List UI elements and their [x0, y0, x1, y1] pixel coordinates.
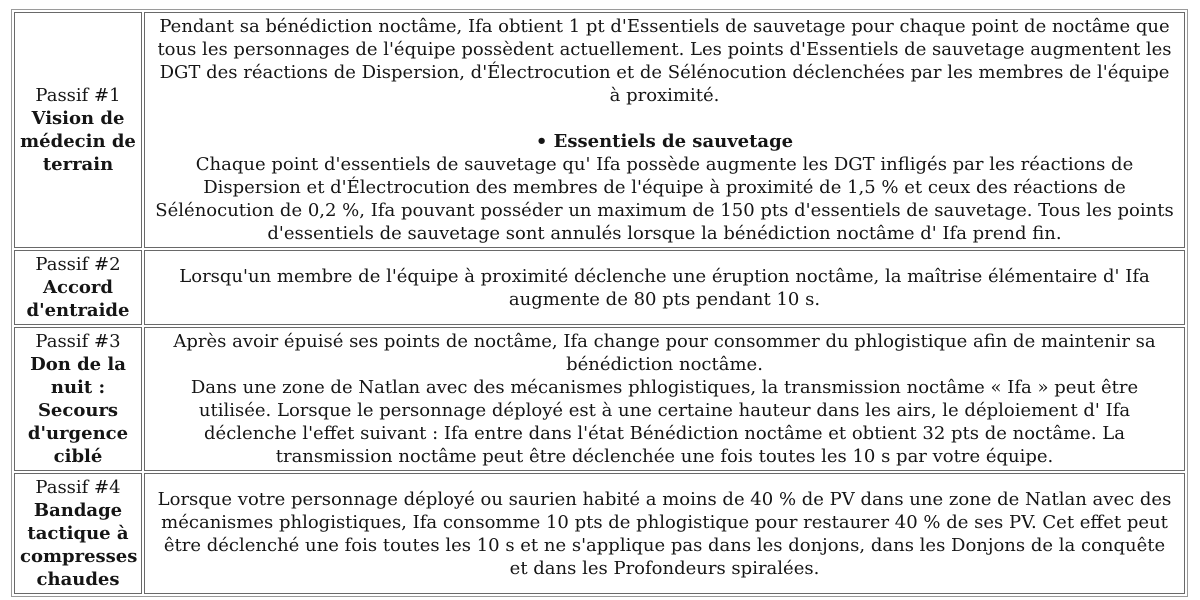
passive-1-label-cell: [14, 12, 142, 248]
passive-1-bullet-heading: • Essentiels de sauvetage: [535, 131, 794, 152]
passive-1-paragraph-2: Chaque point d'essentiels de sauvetage qu' Ifa possède augmente les DGT infligés par les réactions de Dispersion et d'Électrocution des membres de l'équipe à proximité de 1,5 % et ceux des réactions de Sélénocution de 0,2 %, Ifa pouvant posséder un maximum de 150 pts d'essentiels de sauvetage. Tous les points d'essentiels de sauvetage sont annulés lorsque la bénédiction noctâme d' Ifa prend fin.: [155, 154, 1174, 244]
passive-3-name: Don de la nuit : Secours d'urgence ciblé: [27, 354, 129, 467]
passive-1-number: Passif #1: [35, 85, 121, 106]
passive-3-paragraph-2: Dans une zone de Natlan avec des mécanismes phlogistiques, la transmission noctâme « Ifa » peut être utilisée. Lorsque le personnage déployé est à une certaine hauteur dans les airs, le déploiement d' Ifa déclenche l'effet suivant : Ifa entre dans l'état Bénédiction noctâme et obtient 32 pts de noctâme. La transmission noctâme peut être déclenchée une fois toutes les 10 s par votre équipe.: [190, 377, 1139, 467]
passive-4-number: Passif #4: [35, 477, 121, 498]
passive-2-label-cell: [14, 250, 142, 325]
table-row-passive-3: [14, 327, 1185, 471]
passive-2-name: Accord d'entraide: [26, 277, 130, 321]
page: [0, 9, 1200, 600]
passives-table: [11, 9, 1188, 597]
passive-2-description-cell: [144, 250, 1185, 325]
table-row-passive-2: [14, 250, 1185, 325]
passive-4-description-cell: [144, 473, 1185, 594]
passive-2-paragraph-1: Lorsqu'un membre de l'équipe à proximité déclenche une éruption noctâme, la maîtrise élémentaire d' Ifa augmente de 80 pts pendant 10 s.: [179, 265, 1150, 310]
passive-3-number: Passif #3: [35, 331, 121, 352]
passive-3-paragraph-1: Après avoir épuisé ses points de noctâme, Ifa change pour consommer du phlogistique afin de maintenir sa bénédiction noctâme.: [173, 331, 1156, 375]
passive-4-label-cell: [14, 473, 142, 594]
passive-1-name: Vision de médecin de terrain: [20, 108, 136, 175]
table-row-passive-4: [14, 473, 1185, 594]
passive-4-name: Bandage tactique à compresses chaudes: [20, 500, 138, 590]
passive-1-description-cell: [144, 12, 1185, 248]
passive-1-paragraph-1: Pendant sa bénédiction noctâme, Ifa obtient 1 pt d'Essentiels de sauvetage pour chaque point de noctâme que tous les personnages de l'équipe possèdent actuellement. Les points d'Essentiels de sauvetage augmentent les DGT des réactions de Dispersion, d'Électrocution et de Sélénocution déclenchées par les membres de l'équipe à proximité.: [157, 16, 1172, 106]
passive-2-number: Passif #2: [35, 254, 121, 275]
passive-4-paragraph-1: Lorsque votre personnage déployé ou saurien habité a moins de 40 % de PV dans une zone de Natlan avec des mécanismes phlogistiques, Ifa consomme 10 pts de phlogistique pour restaurer 40 % de ses PV. Cet effet peut être déclenché une fois toutes les 10 s et ne s'applique pas dans les donjons, dans les Donjons de la conquête et dans les Profondeurs spiralées.: [157, 488, 1172, 579]
table-row-passive-1: [14, 12, 1185, 248]
passive-3-label-cell: [14, 327, 142, 471]
passive-3-description-cell: [144, 327, 1185, 471]
